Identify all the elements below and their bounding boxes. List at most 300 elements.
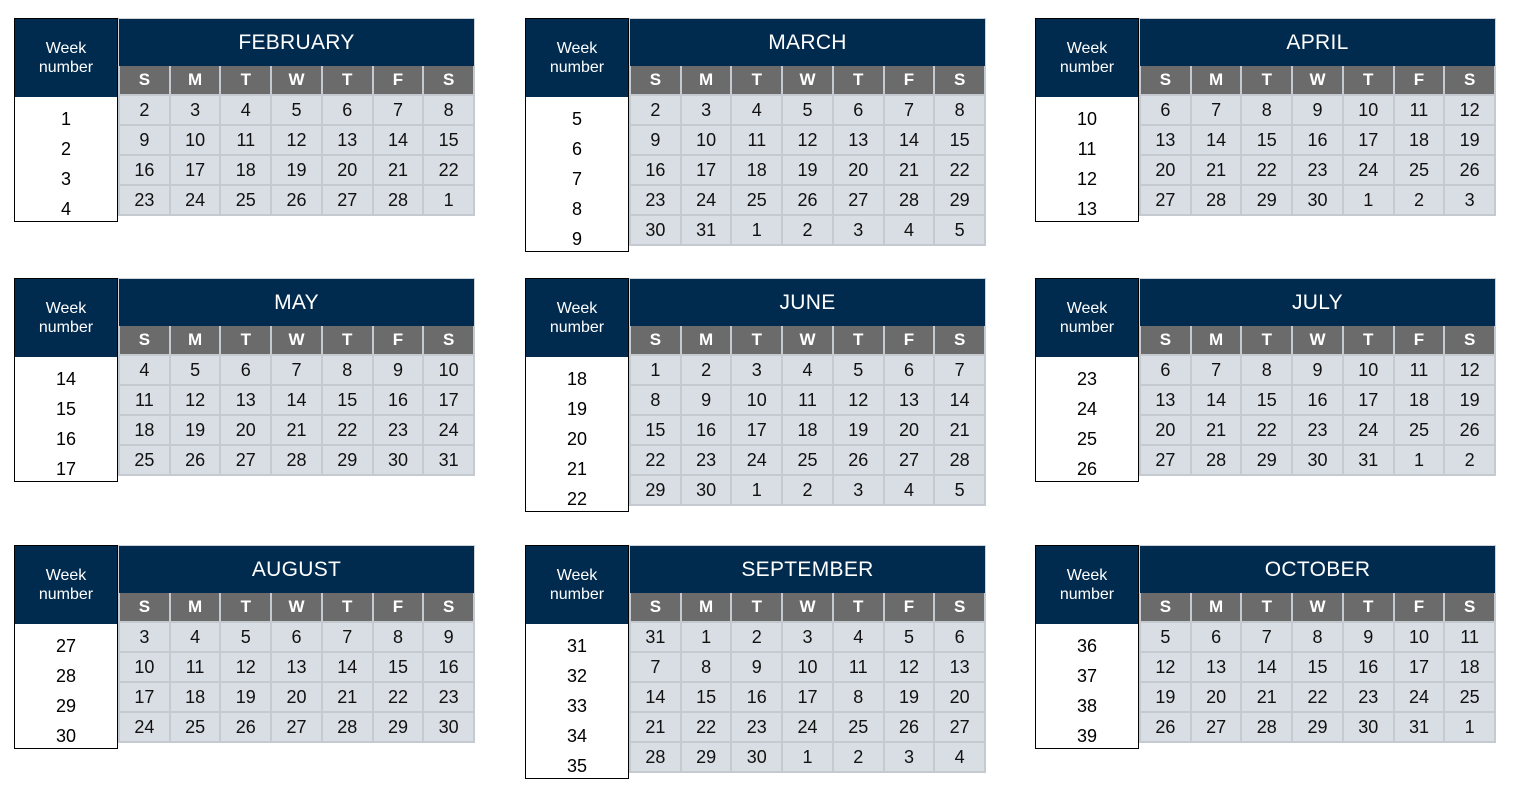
day-cell: 12 [885,653,936,683]
day-cell: 11 [783,386,834,416]
day-cell: 23 [424,683,475,713]
week-row [629,96,986,126]
weekday-label: S [118,326,171,356]
weekday-label: F [1395,66,1446,96]
day-cell: 14 [629,683,682,713]
month-title: FEBRUARY [118,18,475,66]
week-header-line: Week [556,40,598,57]
week-row [629,713,986,743]
day-cell: 23 [732,713,783,743]
day-cell: 11 [1445,623,1496,653]
day-cell: 18 [171,683,222,713]
week-row [629,446,986,476]
day-cell: 18 [221,156,272,186]
month-grid [118,545,475,743]
day-cell: 25 [1445,683,1496,713]
day-cell: 2 [682,356,733,386]
week-number: 14 [55,369,77,389]
day-cell: 13 [885,386,936,416]
day-cell: 4 [732,96,783,126]
day-cell: 13 [323,126,374,156]
day-cell: 22 [1242,416,1293,446]
day-cell: 15 [935,126,986,156]
week-number: 26 [1076,459,1098,479]
day-cell: 2 [783,476,834,506]
day-cell: 8 [935,96,986,126]
day-cell: 21 [1242,683,1293,713]
day-cell: 15 [424,126,475,156]
day-cell: 14 [323,653,374,683]
month-title: MARCH [629,18,986,66]
week-number: 39 [1076,726,1098,746]
week-header-line: Week [45,567,87,584]
day-cell: 9 [732,653,783,683]
weekday-label: S [1139,593,1192,623]
day-cell: 26 [1445,156,1496,186]
day-cell: 2 [1445,446,1496,476]
week-row [118,126,475,156]
day-cell: 25 [783,446,834,476]
day-cell: 13 [1139,126,1192,156]
day-cell: 30 [629,216,682,246]
day-cell: 6 [323,96,374,126]
week-row [629,156,986,186]
day-cell: 1 [732,476,783,506]
day-cell: 2 [834,743,885,773]
week-number-header [15,279,117,357]
week-number-column [525,278,629,512]
weekday-label: F [885,593,936,623]
week-header-line: number [1059,586,1115,603]
month-grid [1139,18,1496,216]
day-cell: 15 [682,683,733,713]
week-number: 4 [60,199,71,219]
weekday-label: S [118,66,171,96]
day-cell: 30 [374,446,425,476]
day-cell: 25 [834,713,885,743]
day-cell: 21 [1192,416,1243,446]
weekday-label: M [682,66,733,96]
week-header-line: number [38,586,94,603]
day-cell: 29 [1293,713,1344,743]
day-cell: 22 [935,156,986,186]
week-number: 21 [566,459,588,479]
day-cell: 22 [424,156,475,186]
day-cell: 22 [374,683,425,713]
day-cell: 16 [1344,653,1395,683]
day-cell: 28 [629,743,682,773]
day-cell: 1 [682,623,733,653]
weekday-label: S [1445,326,1496,356]
weekday-label: M [1192,593,1243,623]
day-cell: 29 [1242,446,1293,476]
weekday-header-row [118,66,475,96]
weekday-label: W [1293,66,1344,96]
day-cell: 10 [732,386,783,416]
day-cell: 16 [629,156,682,186]
weekday-label: T [834,593,885,623]
day-cell: 24 [783,713,834,743]
week-number: 32 [566,666,588,686]
weekday-label: S [1139,326,1192,356]
day-cell: 22 [323,416,374,446]
day-cell: 26 [1139,713,1192,743]
day-cell: 23 [1344,683,1395,713]
day-cell: 27 [1139,446,1192,476]
day-cell: 12 [783,126,834,156]
day-cell: 23 [374,416,425,446]
day-cell: 7 [1192,356,1243,386]
day-cell: 11 [834,653,885,683]
day-cell: 6 [221,356,272,386]
week-header-line: Week [1066,300,1108,317]
day-cell: 27 [1192,713,1243,743]
day-cell: 29 [374,713,425,743]
weekday-header-row [118,593,475,623]
day-cell: 25 [171,713,222,743]
day-cell: 4 [221,96,272,126]
day-cell: 3 [171,96,222,126]
day-cell: 6 [272,623,323,653]
day-cell: 19 [1445,386,1496,416]
month-grid [1139,545,1496,743]
month-title: MAY [118,278,475,326]
day-cell: 20 [885,416,936,446]
day-cell: 19 [834,416,885,446]
day-cell: 24 [171,186,222,216]
day-cell: 5 [935,216,986,246]
week-number: 19 [566,399,588,419]
day-cell: 11 [1395,96,1446,126]
day-cell: 27 [885,446,936,476]
day-cell: 27 [272,713,323,743]
weekday-label: T [732,326,783,356]
day-cell: 17 [424,386,475,416]
week-number-column [525,18,629,252]
weekday-label: T [323,66,374,96]
day-cell: 7 [1242,623,1293,653]
weekday-label: T [1344,593,1395,623]
weekday-label: T [221,326,272,356]
day-cell: 13 [935,653,986,683]
weekday-label: F [885,66,936,96]
day-cell: 3 [1445,186,1496,216]
week-row [118,653,475,683]
day-cell: 10 [171,126,222,156]
day-cell: 29 [935,186,986,216]
weekday-header-row [1139,326,1496,356]
day-cell: 30 [424,713,475,743]
week-number: 11 [1077,139,1097,159]
week-number: 10 [1076,109,1098,129]
day-cell: 8 [1242,356,1293,386]
day-cell: 11 [1395,356,1446,386]
day-cell: 17 [118,683,171,713]
week-row [1139,386,1496,416]
week-number: 3 [60,169,71,189]
day-cell: 16 [374,386,425,416]
week-number-column [14,545,118,749]
week-number: 31 [566,636,588,656]
day-cell: 9 [424,623,475,653]
day-cell: 4 [935,743,986,773]
day-cell: 30 [732,743,783,773]
week-row [1139,416,1496,446]
day-cell: 25 [221,186,272,216]
day-cell: 31 [629,623,682,653]
day-cell: 7 [1192,96,1243,126]
day-cell: 12 [834,386,885,416]
day-cell: 20 [1192,683,1243,713]
day-cell: 25 [1395,416,1446,446]
day-cell: 31 [1344,446,1395,476]
day-cell: 24 [424,416,475,446]
day-cell: 4 [885,216,936,246]
month-title: OCTOBER [1139,545,1496,593]
day-cell: 28 [323,713,374,743]
weekday-label: W [272,326,323,356]
week-number: 30 [55,726,77,746]
weekday-label: W [783,326,834,356]
day-cell: 28 [1242,713,1293,743]
week-number-column [1035,545,1139,749]
week-row [118,623,475,653]
day-cell: 27 [935,713,986,743]
day-cell: 12 [221,653,272,683]
week-row [1139,623,1496,653]
day-cell: 2 [629,96,682,126]
day-cell: 10 [118,653,171,683]
week-header-line: Week [556,567,598,584]
day-cell: 1 [1395,446,1446,476]
month-title: JUNE [629,278,986,326]
day-cell: 5 [834,356,885,386]
day-cell: 20 [221,416,272,446]
week-number: 18 [566,369,588,389]
weekday-label: M [1192,66,1243,96]
weekday-label: M [171,326,222,356]
weekday-label: T [1242,326,1293,356]
week-header-line: Week [45,300,87,317]
week-row [629,126,986,156]
day-cell: 6 [935,623,986,653]
day-cell: 18 [1395,126,1446,156]
week-number-header [526,546,628,624]
day-cell: 24 [1344,156,1395,186]
week-row [118,356,475,386]
day-cell: 28 [374,186,425,216]
week-number: 20 [566,429,588,449]
day-cell: 21 [323,683,374,713]
week-number: 13 [1076,199,1098,219]
day-cell: 23 [629,186,682,216]
weekday-label: T [1242,66,1293,96]
day-cell: 9 [1293,356,1344,386]
day-cell: 26 [1445,416,1496,446]
week-number: 9 [571,229,582,249]
day-cell: 24 [1395,683,1446,713]
month-grid [118,278,475,476]
week-number: 29 [55,696,77,716]
month-title: AUGUST [118,545,475,593]
day-cell: 19 [221,683,272,713]
day-cell: 5 [1139,623,1192,653]
day-cell: 4 [834,623,885,653]
day-cell: 11 [171,653,222,683]
day-cell: 14 [1242,653,1293,683]
week-number-header [15,546,117,624]
weekday-label: F [1395,593,1446,623]
day-cell: 23 [682,446,733,476]
day-cell: 21 [374,156,425,186]
day-cell: 11 [732,126,783,156]
day-cell: 16 [118,156,171,186]
week-number-header [1036,546,1138,624]
month-grid [629,545,986,773]
weekday-label: F [374,593,425,623]
weekday-label: S [424,66,475,96]
week-number: 5 [571,109,582,129]
day-cell: 27 [834,186,885,216]
day-cell: 13 [1192,653,1243,683]
week-row [629,216,986,246]
week-header-line: Week [1066,567,1108,584]
weekday-label: F [885,326,936,356]
weekday-label: S [1445,593,1496,623]
day-cell: 19 [885,683,936,713]
weekday-label: M [1192,326,1243,356]
weekday-label: S [629,326,682,356]
day-cell: 4 [783,356,834,386]
day-cell: 12 [1445,96,1496,126]
week-number: 1 [60,109,71,129]
week-number: 25 [1076,429,1098,449]
day-cell: 21 [935,416,986,446]
day-cell: 30 [1344,713,1395,743]
week-header-line: number [38,59,94,76]
day-cell: 8 [1242,96,1293,126]
day-cell: 2 [118,96,171,126]
day-cell: 23 [1293,416,1344,446]
day-cell: 14 [885,126,936,156]
day-cell: 29 [629,476,682,506]
day-cell: 8 [374,623,425,653]
day-cell: 1 [424,186,475,216]
weekday-label: M [682,593,733,623]
day-cell: 9 [1293,96,1344,126]
day-cell: 12 [171,386,222,416]
week-header-line: number [38,319,94,336]
week-row [629,416,986,446]
weekday-label: W [783,593,834,623]
week-header-line: number [549,586,605,603]
week-number-column [1035,278,1139,482]
day-cell: 27 [1139,186,1192,216]
day-cell: 8 [629,386,682,416]
day-cell: 17 [783,683,834,713]
weekday-label: S [935,326,986,356]
day-cell: 22 [1293,683,1344,713]
day-cell: 6 [1139,356,1192,386]
day-cell: 5 [272,96,323,126]
day-cell: 8 [834,683,885,713]
day-cell: 8 [424,96,475,126]
weekday-label: S [424,593,475,623]
day-cell: 5 [221,623,272,653]
week-number: 33 [566,696,588,716]
day-cell: 7 [885,96,936,126]
week-row [1139,156,1496,186]
week-row [629,386,986,416]
week-row [629,743,986,773]
weekday-label: S [629,66,682,96]
week-row [1139,653,1496,683]
day-cell: 11 [118,386,171,416]
day-cell: 25 [118,446,171,476]
day-cell: 27 [323,186,374,216]
week-number-column [1035,18,1139,222]
day-cell: 17 [1344,126,1395,156]
weekday-label: S [1445,66,1496,96]
day-cell: 26 [272,186,323,216]
week-header-line: number [549,59,605,76]
week-row [629,623,986,653]
week-row [629,653,986,683]
day-cell: 7 [374,96,425,126]
day-cell: 5 [885,623,936,653]
day-cell: 28 [885,186,936,216]
day-cell: 11 [221,126,272,156]
week-number: 35 [566,756,588,776]
day-cell: 4 [885,476,936,506]
day-cell: 26 [834,446,885,476]
week-row [118,446,475,476]
week-row [1139,356,1496,386]
day-cell: 9 [118,126,171,156]
day-cell: 28 [272,446,323,476]
day-cell: 10 [682,126,733,156]
day-cell: 28 [935,446,986,476]
week-row [1139,126,1496,156]
day-cell: 5 [935,476,986,506]
week-row [118,713,475,743]
day-cell: 19 [1445,126,1496,156]
weekday-label: T [323,593,374,623]
week-row [118,386,475,416]
week-number: 7 [571,169,582,189]
week-number: 27 [55,636,77,656]
week-header-line: Week [556,300,598,317]
day-cell: 10 [1344,96,1395,126]
day-cell: 17 [1395,653,1446,683]
day-cell: 7 [935,356,986,386]
day-cell: 20 [935,683,986,713]
weekday-label: M [171,593,222,623]
weekday-header-row [629,66,986,96]
week-number: 24 [1076,399,1098,419]
day-cell: 18 [1445,653,1496,683]
day-cell: 6 [1192,623,1243,653]
weekday-label: T [1344,66,1395,96]
week-number-column [14,278,118,482]
weekday-label: S [935,593,986,623]
day-cell: 22 [682,713,733,743]
day-cell: 3 [834,216,885,246]
weekday-label: T [732,593,783,623]
day-cell: 31 [1395,713,1446,743]
day-cell: 10 [424,356,475,386]
day-cell: 8 [323,356,374,386]
